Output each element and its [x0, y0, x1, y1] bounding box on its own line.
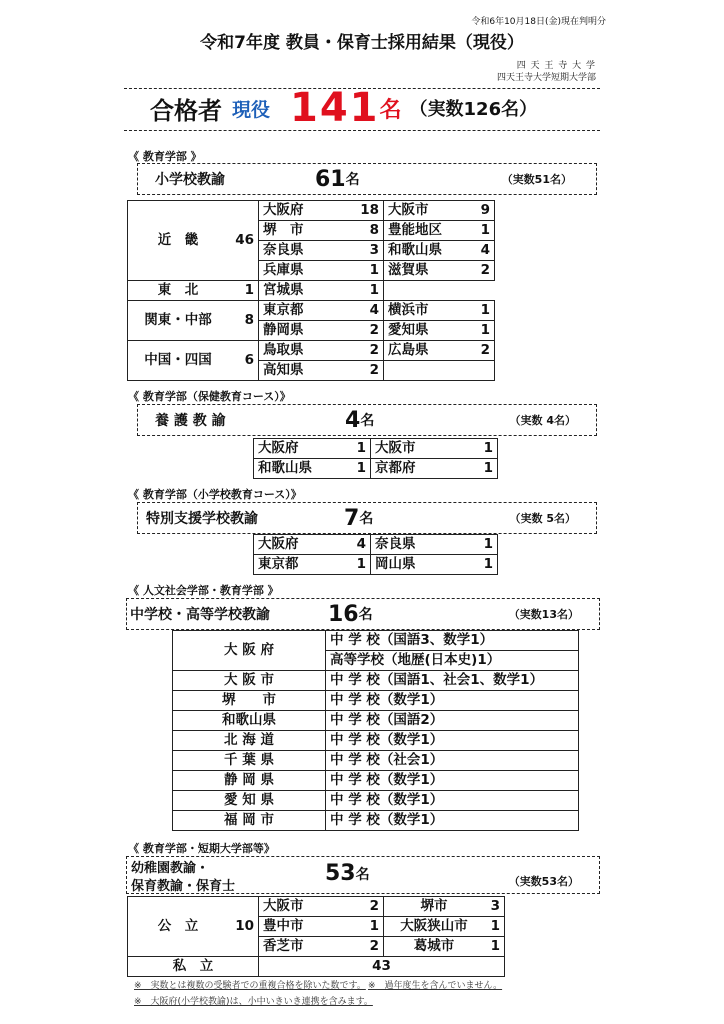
- table-row: [128, 301, 495, 321]
- section5-unit: 名: [355, 866, 370, 883]
- place-name: 広島県: [384, 341, 475, 361]
- table-row: [173, 751, 579, 771]
- place-count: 1: [337, 917, 384, 937]
- place-count: 1: [345, 281, 384, 301]
- position-detail: 中 学 校（数学1）: [326, 691, 579, 711]
- section4-real: （実数13名）: [508, 608, 579, 621]
- table-row: [173, 791, 579, 811]
- place-count: 18: [345, 201, 384, 221]
- place-name: 奈良県: [371, 535, 470, 555]
- section2-job: 養 護 教 諭: [155, 413, 226, 429]
- place-name: 大阪市: [259, 897, 338, 917]
- section5-count-wrap: [325, 861, 370, 886]
- region-count: 6: [228, 341, 259, 381]
- employer-name: 千 葉 県: [173, 751, 326, 771]
- place-name: 宮城県: [259, 281, 346, 301]
- section3-count-box: [137, 502, 597, 534]
- place-count: 2: [345, 341, 384, 361]
- place-count: 1: [469, 459, 498, 479]
- place-count: 1: [342, 555, 371, 575]
- section5-title: 《 教育学部・短期大学部等》: [128, 842, 275, 855]
- place-name: 愛知県: [384, 321, 475, 341]
- region-name: 近 畿: [128, 201, 229, 281]
- place-count: 3: [484, 897, 505, 917]
- place-count: 4: [345, 301, 384, 321]
- section3-table: [253, 534, 498, 575]
- place-name: 横浜市: [384, 301, 475, 321]
- total-passers: [150, 85, 538, 131]
- table-row: [173, 671, 579, 691]
- table-row: [254, 459, 498, 479]
- total-bottom-rule: [124, 130, 600, 131]
- place-count: 1: [474, 301, 495, 321]
- place-count: 2: [337, 937, 384, 957]
- place-name: 和歌山県: [384, 241, 475, 261]
- section1-unit: 名: [345, 172, 360, 188]
- section2-real: （実数 4名）: [509, 414, 576, 427]
- table-row: [173, 811, 579, 831]
- place-name: 堺市: [384, 897, 485, 917]
- section4-title: 《 人文社会学部・教育学部 》: [128, 584, 279, 597]
- place-name: 大阪府: [254, 535, 343, 555]
- place-count: [474, 361, 495, 381]
- section2-count-box: [137, 404, 597, 436]
- section5-count: 53: [325, 861, 356, 886]
- footnote-past-grads: ※ 過年度生を含んでいません。: [368, 981, 503, 991]
- place-count: 2: [345, 321, 384, 341]
- table-row: [128, 281, 495, 301]
- place-count: 1: [342, 439, 371, 459]
- position-detail: 中 学 校（国語2）: [326, 711, 579, 731]
- place-count: 2: [474, 341, 495, 361]
- place-count: 1: [469, 439, 498, 459]
- org-name-junior: 四天王寺大学短期大学部: [496, 73, 596, 83]
- place-name: 豊中市: [259, 917, 338, 937]
- section3-unit: 名: [359, 511, 374, 527]
- place-count: 3: [345, 241, 384, 261]
- page-title: 令和7年度 教員・保育士採用結果（現役）: [200, 33, 524, 53]
- table-row: [173, 631, 579, 651]
- footnote-real-count: ※ 実数とは複数の受験者での重複合格を除いた数です。: [134, 981, 366, 991]
- total-sub: 現役: [232, 98, 271, 121]
- table-row: [173, 691, 579, 711]
- place-name: 鳥取県: [259, 341, 346, 361]
- section3-title: 《 教育学部（小学校教育コース）》: [128, 488, 302, 501]
- footnote-osaka: ※ 大阪府(小学校教諭)は、小中いきいき連携を含みます。: [134, 997, 373, 1007]
- position-detail: 中 学 校（数学1）: [326, 771, 579, 791]
- org-name: 四 天 王 寺 大 学: [516, 61, 596, 71]
- section1-table: [127, 200, 495, 381]
- as-of-date: 令和6年10月18日(金)現在判明分: [471, 17, 606, 27]
- place-name: 東京都: [254, 555, 343, 575]
- employer-name: 福 岡 市: [173, 811, 326, 831]
- table-row: [254, 555, 498, 575]
- employer-name: 北 海 道: [173, 731, 326, 751]
- section4-job: 中学校・高等学校教諭: [130, 607, 270, 623]
- table-row: [173, 731, 579, 751]
- place-count: 4: [474, 241, 495, 261]
- section5-table: [127, 896, 505, 977]
- place-name: 兵庫県: [259, 261, 346, 281]
- place-name: 豊能地区: [384, 221, 475, 241]
- place-name: 堺 市: [259, 221, 346, 241]
- employer-name: 大 阪 市: [173, 671, 326, 691]
- table-row: [128, 341, 495, 361]
- position-detail: 中 学 校（社会1）: [326, 751, 579, 771]
- position-detail: 中 学 校（数学1）: [326, 791, 579, 811]
- place-name: 葛城市: [384, 937, 485, 957]
- place-name: 香芝市: [259, 937, 338, 957]
- total-real: （実数126名）: [409, 99, 538, 120]
- place-count: [474, 281, 495, 301]
- section2-unit: 名: [360, 413, 375, 429]
- position-detail: 中 学 校（数学1）: [326, 811, 579, 831]
- table-row: [254, 535, 498, 555]
- section5-job-line2: 保育教諭・保育士: [131, 879, 236, 894]
- region-count: 46: [228, 201, 259, 281]
- section3-count: 7: [344, 505, 360, 531]
- position-detail: 中 学 校（国語3、数学1）: [326, 631, 579, 651]
- place-count: 1: [474, 221, 495, 241]
- place-name: [384, 361, 475, 381]
- place-name: 和歌山県: [254, 459, 343, 479]
- section4-unit: 名: [358, 607, 373, 623]
- place-name: [384, 281, 475, 301]
- place-count: 2: [337, 897, 384, 917]
- place-count: 4: [342, 535, 371, 555]
- section1-real: （実数51名）: [501, 173, 572, 186]
- section3-job: 特別支援学校教諭: [146, 511, 258, 527]
- private-label: 私 立: [128, 957, 259, 977]
- place-count: 1: [474, 321, 495, 341]
- place-name: 大阪市: [371, 439, 470, 459]
- region-count: 8: [228, 301, 259, 341]
- place-name: 滋賀県: [384, 261, 475, 281]
- position-detail: 高等学校（地歴(日本史)1）: [326, 651, 579, 671]
- employer-name: 大 阪 府: [173, 631, 326, 671]
- public-count: 10: [228, 897, 259, 957]
- table-row: [173, 711, 579, 731]
- section3-real: （実数 5名）: [509, 512, 576, 525]
- table-row: [254, 439, 498, 459]
- place-name: 大阪府: [259, 201, 346, 221]
- section4-count-box: [126, 598, 600, 630]
- place-count: 2: [345, 361, 384, 381]
- region-name: 東 北: [128, 281, 229, 301]
- table-row: [128, 897, 505, 917]
- place-count: 8: [345, 221, 384, 241]
- place-count: 1: [469, 535, 498, 555]
- place-name: 大阪市: [384, 201, 475, 221]
- position-detail: 中 学 校（数学1）: [326, 731, 579, 751]
- total-number: 141: [290, 85, 380, 131]
- region-name: 関東・中部: [128, 301, 229, 341]
- employer-name: 愛 知 県: [173, 791, 326, 811]
- place-count: 2: [474, 261, 495, 281]
- place-name: 高知県: [259, 361, 346, 381]
- table-row: [173, 771, 579, 791]
- section2-table: [253, 438, 498, 479]
- section5-job-line1: 幼稚園教諭・: [131, 861, 210, 876]
- position-detail: 中 学 校（国語1、社会1、数学1）: [326, 671, 579, 691]
- employer-name: 静 岡 県: [173, 771, 326, 791]
- section1-job: 小学校教諭: [155, 172, 225, 188]
- place-name: 東京都: [259, 301, 346, 321]
- employer-name: 和歌山県: [173, 711, 326, 731]
- region-count: 1: [228, 281, 259, 301]
- place-count: 1: [484, 937, 505, 957]
- place-count: 1: [484, 917, 505, 937]
- employer-name: 堺 市: [173, 691, 326, 711]
- place-count: 1: [345, 261, 384, 281]
- place-count: 9: [474, 201, 495, 221]
- table-row: [128, 201, 495, 221]
- total-label: 合格者: [150, 96, 222, 125]
- place-name: 大阪府: [254, 439, 343, 459]
- place-name: 奈良県: [259, 241, 346, 261]
- section4-table: [172, 630, 579, 831]
- place-name: 京都府: [371, 459, 470, 479]
- public-label: 公 立: [128, 897, 229, 957]
- private-count: 43: [259, 957, 505, 977]
- place-name: 岡山県: [371, 555, 470, 575]
- section1-title: 《 教育学部 》: [128, 150, 202, 163]
- place-name: 静岡県: [259, 321, 346, 341]
- section2-title: 《 教育学部（保健教育コース）》: [128, 390, 291, 403]
- table-row: [128, 957, 505, 977]
- region-name: 中国・四国: [128, 341, 229, 381]
- place-count: 1: [469, 555, 498, 575]
- place-count: 1: [342, 459, 371, 479]
- place-name: 大阪狭山市: [384, 917, 485, 937]
- section2-count: 4: [345, 407, 361, 433]
- section5-count-box: [126, 856, 600, 894]
- section4-count: 16: [328, 601, 359, 627]
- total-unit: 名: [379, 97, 402, 123]
- section5-real: （実数53名）: [508, 875, 579, 888]
- section1-count: 61: [315, 166, 346, 192]
- section1-count-box: [137, 163, 597, 195]
